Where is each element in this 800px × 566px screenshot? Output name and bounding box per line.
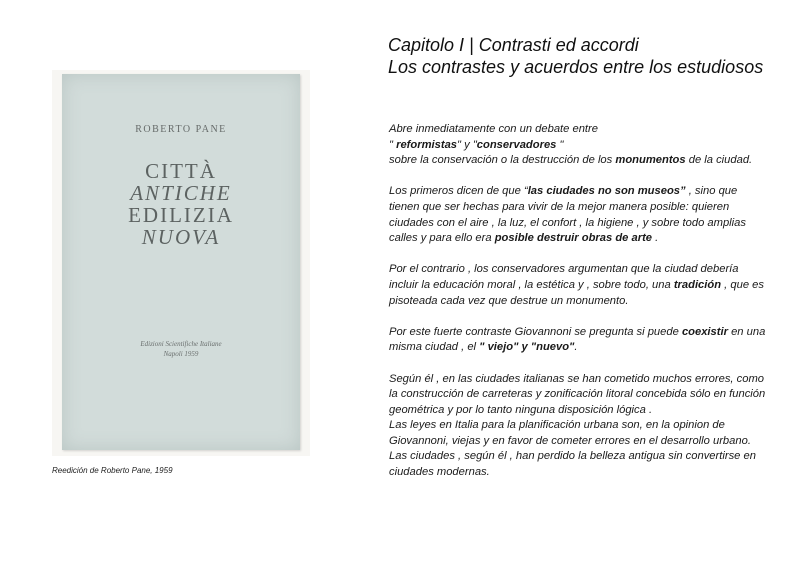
chapter-title: Capitolo I | Contrasti ed accordi [388,35,639,55]
chapter-heading [388,34,763,78]
p3-tradicion: tradición [673,278,722,291]
book-publisher-name: Edizioni Scientifiche Italiane [140,340,222,348]
p4-text-a: Por este fuerte contraste Giovannoni se pregunta si puede [389,325,682,338]
p2-obras: posible destruir obras de arte [494,232,653,245]
book-publisher [62,339,300,359]
p4-coexistir: coexistir [681,325,728,338]
paragraph-1 [389,122,769,169]
paragraph-5: Según él , en las ciudades italianas se han cometido muchos errores, como la construcción de carreteras y zonificación litoral concebida sólo en función geométrica y por lo tanto ninguna disposición lógica . [389,372,766,416]
p2-text-a: Los primeros dicen de que “ [389,185,528,198]
p4-text-c: . [574,341,578,354]
p1-quote-mid: " y " [457,138,477,151]
p4-text-b: en una misma ciudad , el [389,325,766,354]
book-title-line2: ANTICHE [130,181,232,205]
p3-text-b: , que es pisoteada cada vez que destrue un monumento. [389,278,764,307]
p4-viejo-nuevo: " viejo" y "nuevo" [479,341,575,354]
book-title-line1: CITTÀ [145,159,217,183]
p2-museos: las ciudades no son museos” [527,185,686,198]
p1-quote-open: " [389,138,397,151]
chapter-subtitle: Los contrastes y acuerdos entre los estudiosos [388,57,764,77]
paragraph-2 [389,184,769,246]
p2-text-b: , sino que tienen que ser hechas para vivir de la mejor manera posible: quieren ciudades con el aire , la luz, el confort , la higiene , y sobre todo amplias calles y para ello era [389,185,746,245]
p3-text-a: Por el contrario , los conservadores argumentan que la ciudad debería incluir la educación moral , la estética y , sobre todo, una [389,263,739,291]
book-cover-photo [52,70,310,456]
p1-quote-close: " [556,138,564,151]
paragraph-6: Las leyes en Italia para la planificación urbana son, en la opinion de Giovannoni, viejas y en favor de cometer errores en el desarrollo urbano. Las ciudades , según él , han perdido la belleza antigua sin convertirse en ciudades modernas. [389,419,756,479]
p2-text-c: . [652,232,659,245]
paragraph-4 [389,325,769,356]
p1-conservadores: conservadores [476,138,557,151]
paragraph-3 [389,262,769,309]
book-title-line4: NUOVA [141,225,221,249]
book-title-line3: EDILIZIA [128,203,234,227]
p1-text-c: sobre la conservación o la destrucción de los [389,154,616,167]
p1-monumentos: monumentos [615,154,686,167]
book-author: ROBERTO PANE [135,124,227,135]
p1-reformistas: reformistas [396,138,458,151]
book-publisher-place: Napoli 1959 [163,350,199,358]
p1-text-a: Abre inmediatamente con un debate entre [389,123,598,135]
body-text [389,122,769,481]
book-cover [62,74,300,450]
p1-text-d: de la ciudad. [685,154,753,167]
photo-caption: Reedición de Roberto Pane, 1959 [52,466,173,475]
